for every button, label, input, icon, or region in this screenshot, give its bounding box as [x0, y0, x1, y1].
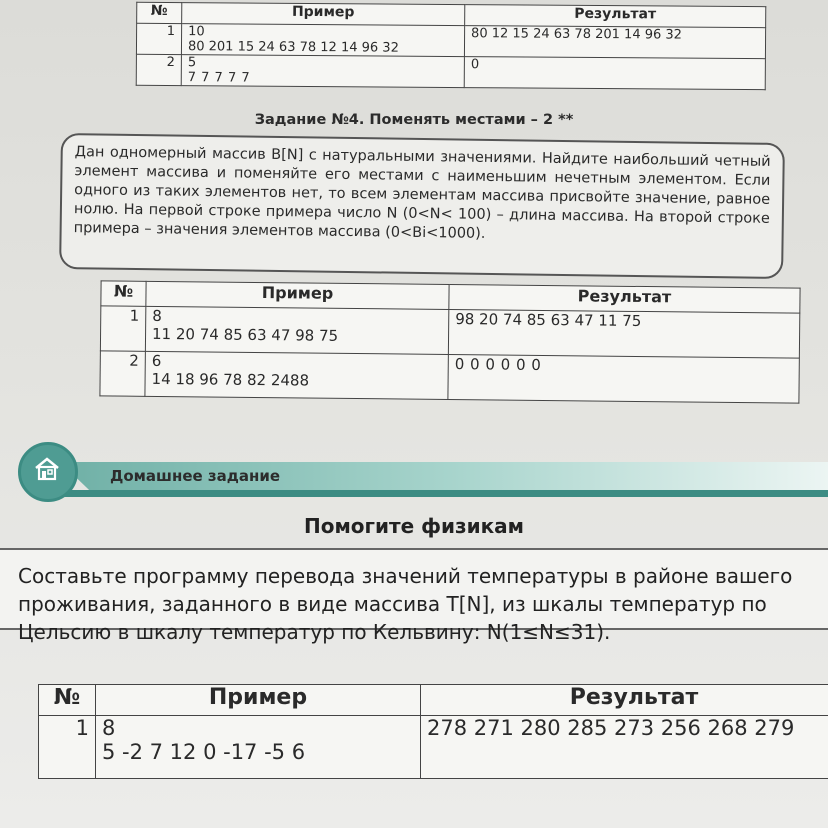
row-result: 278 271 280 285 273 256 268 279 [421, 716, 828, 779]
header-num: № [101, 281, 146, 306]
header-result: Результат [449, 284, 800, 313]
task-box [59, 133, 785, 279]
example-table-3 [38, 684, 828, 779]
row-result: 0 0 0 0 0 0 [448, 354, 799, 403]
header-result: Результат [421, 685, 828, 716]
row-num: 1 [136, 23, 181, 54]
table-row [136, 54, 765, 89]
example-line: 8 [152, 306, 162, 325]
row-example [145, 306, 448, 354]
row-num: 2 [100, 351, 145, 396]
row-example [96, 716, 421, 779]
row-num: 1 [39, 716, 96, 779]
row-example [145, 351, 448, 399]
row-result: 98 20 74 85 63 47 11 75 [448, 309, 799, 358]
table-header-row [39, 685, 828, 716]
example-line: 5 -2 7 12 0 -17 -5 6 [102, 740, 306, 764]
row-num: 2 [136, 54, 181, 85]
example-line: 10 [188, 24, 205, 40]
homework-text: Составьте программу перевода значений температуры в районе вашего проживания, заданного в виде массива T[N], из шкалы температур по Цельсию в шкалу температур по Кельвину: N(1≤N≤31). [18, 564, 793, 644]
task-title: Задание №4. Поменять местами – 2 ** [254, 112, 574, 128]
header-example: Пример [182, 3, 465, 26]
row-result: 80 12 15 24 63 78 201 14 96 32 [464, 26, 765, 59]
example-line: 7 7 7 7 7 [187, 70, 251, 86]
table-row [100, 351, 799, 403]
example-line: 14 18 96 78 82 2488 [151, 369, 310, 390]
example-line: 5 [187, 55, 197, 71]
example-line: 80 201 15 24 63 78 12 14 96 32 [187, 39, 399, 56]
example-line: 11 20 74 85 63 47 98 75 [151, 324, 339, 345]
row-num: 1 [100, 306, 145, 351]
example-table-1 [136, 2, 767, 90]
task-text: Дан одномерный массив B[N] с натуральными значениями. Найдите наибольший четный элемент массива и поменяйте его местами с наименьшим нечетным элементом. Если одного из таких элементов нет, то всем элементам массива присвойте значение, равное нолю. На первой строке примера число N (0<N< 100) – длина массива. На второй строке примера – значения элементов массива (0<Bi<1000). [73, 144, 771, 242]
example-table-2 [99, 280, 800, 403]
row-example [181, 24, 464, 57]
header-result: Результат [465, 5, 766, 28]
header-example: Пример [96, 685, 421, 716]
table-row [136, 23, 765, 58]
banner-underline [60, 490, 828, 497]
example-line: 8 [102, 716, 116, 740]
example-line: 6 [151, 351, 162, 370]
homework-title: Помогите физикам [303, 514, 525, 538]
header-num: № [137, 2, 182, 23]
row-result: 0 [464, 57, 765, 90]
row-example [181, 55, 464, 88]
table-row [100, 306, 799, 358]
header-num: № [39, 685, 96, 716]
homework-label: Домашнее задание [110, 467, 281, 485]
homework-badge [18, 442, 78, 502]
header-example: Пример [146, 281, 449, 309]
house-icon [33, 455, 61, 483]
table-row [39, 716, 828, 779]
